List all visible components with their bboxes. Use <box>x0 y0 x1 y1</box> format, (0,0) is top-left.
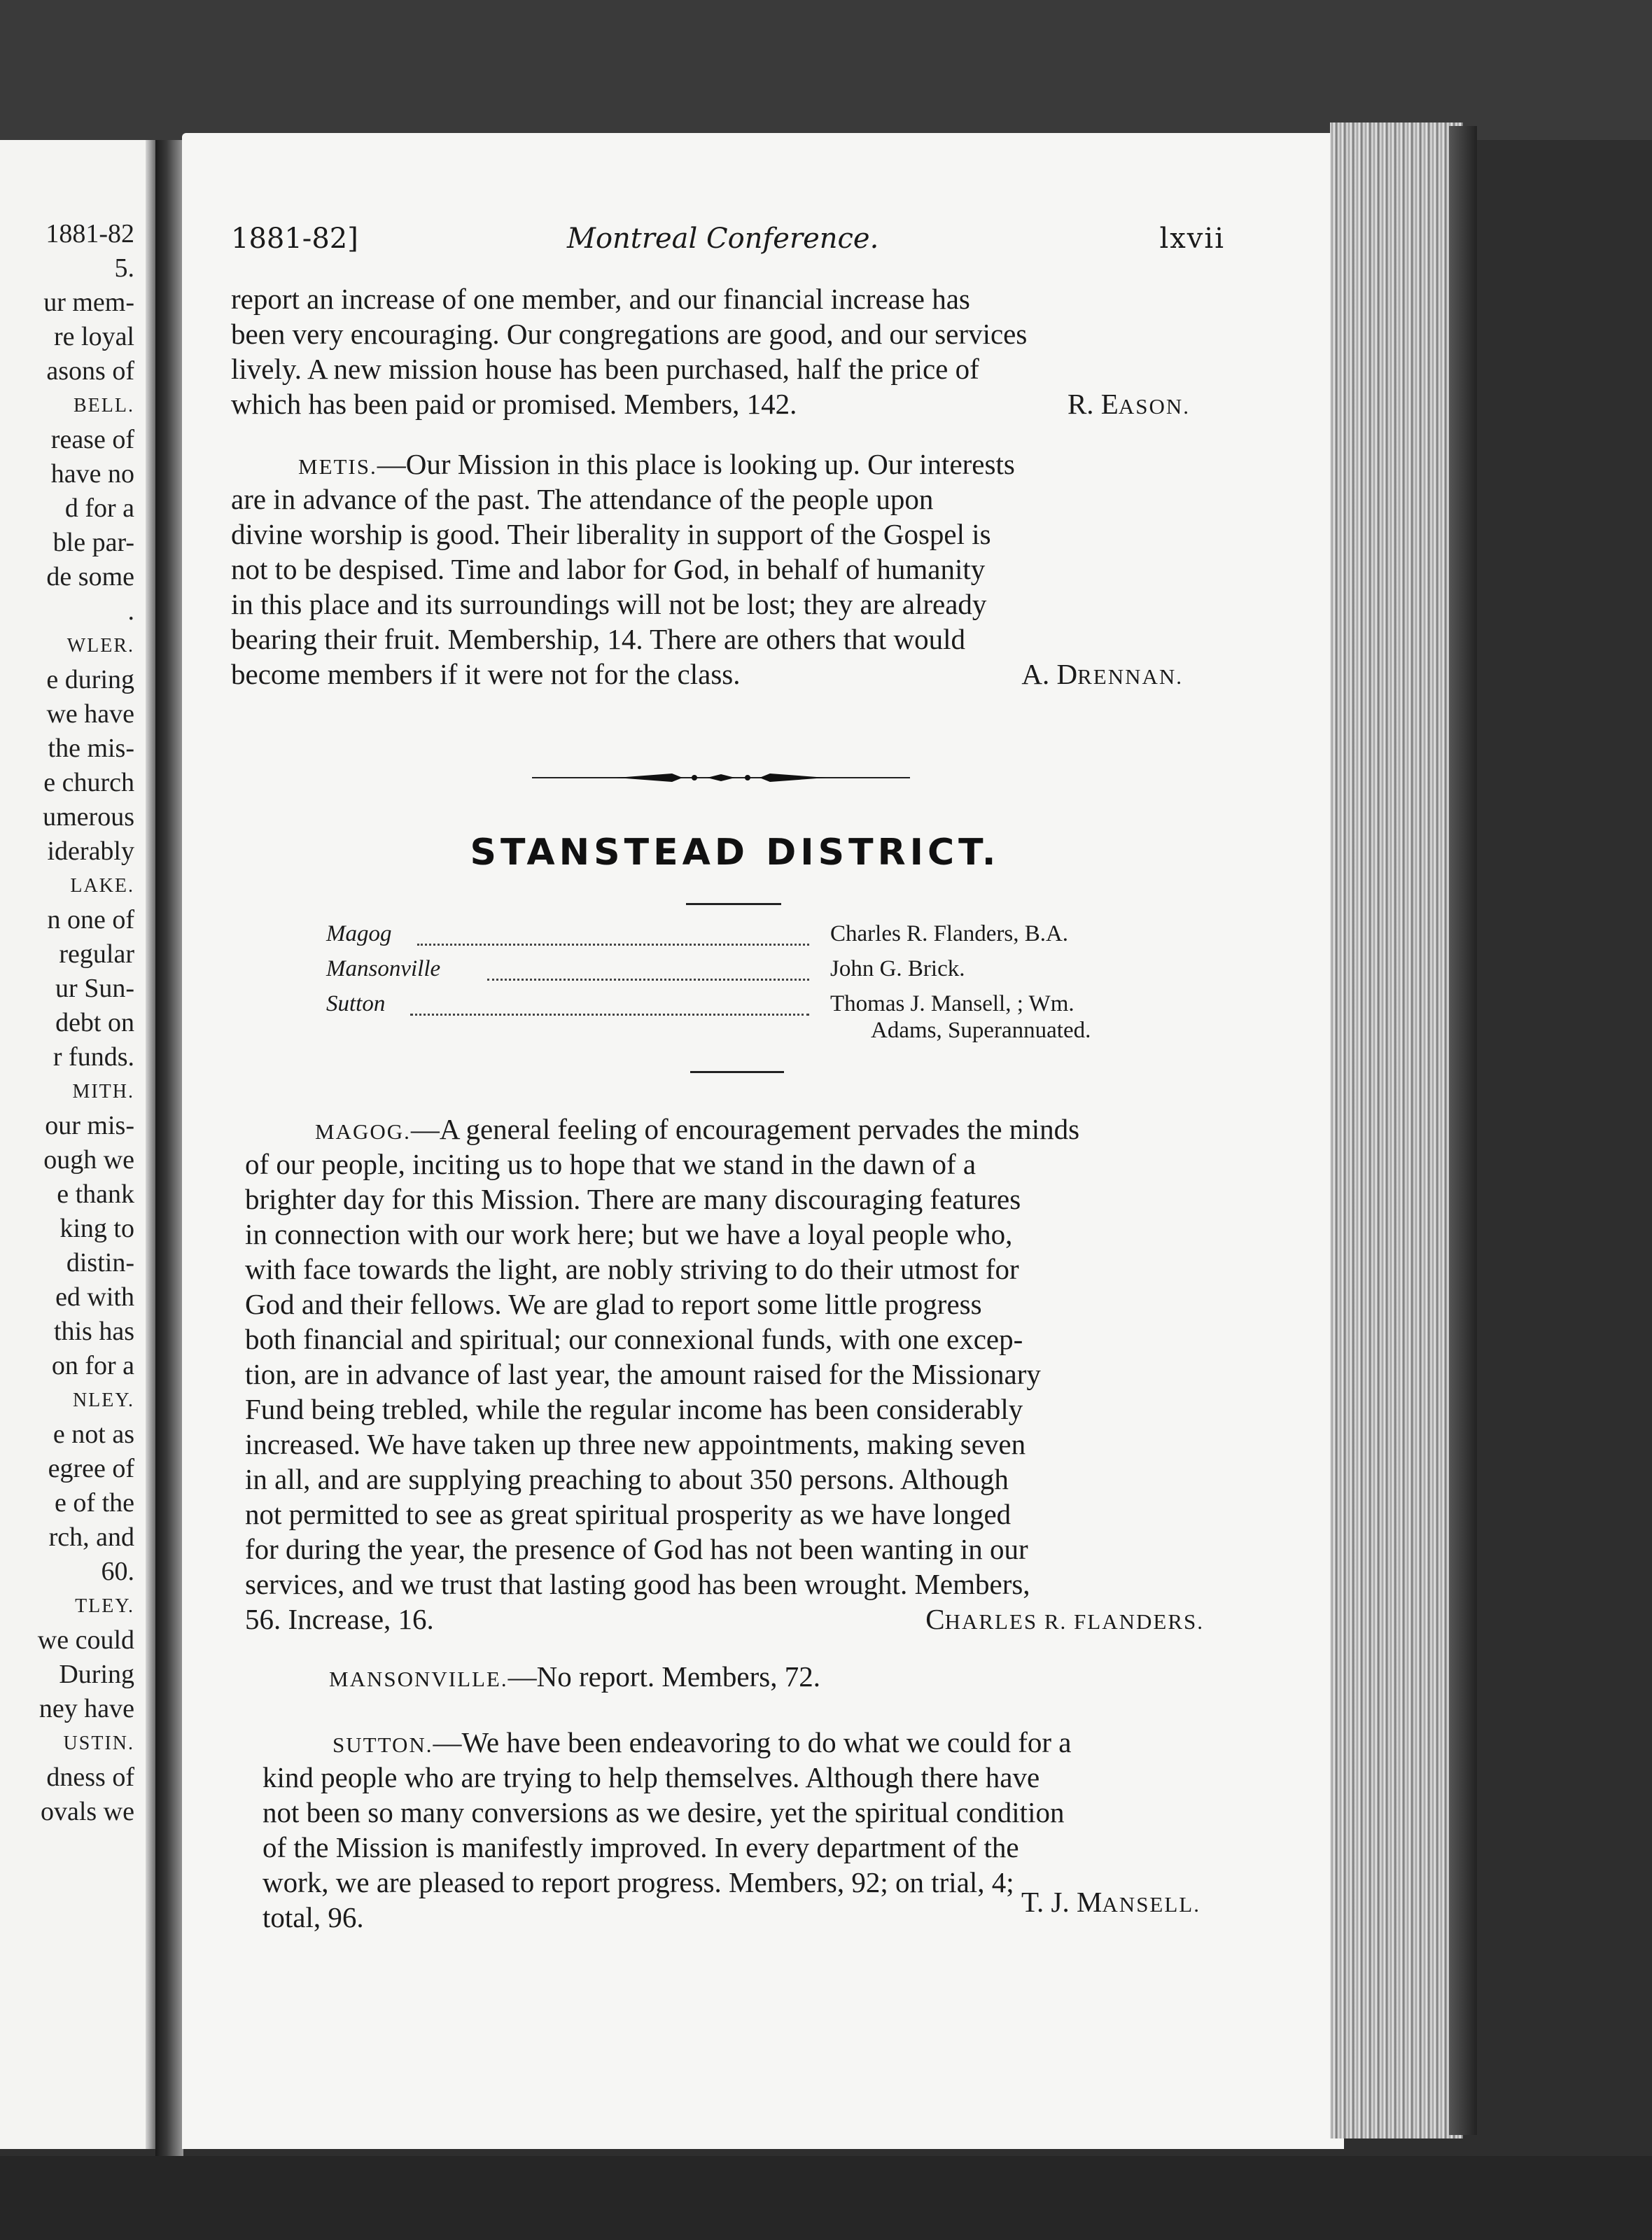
text-line: report an increase of one member, and our financial increase has <box>231 283 970 315</box>
facing-page-line: rease of <box>50 425 134 454</box>
text-line-body: —A general feeling of encouragement pervades the minds <box>410 1113 1080 1145</box>
text-line-body: —Our Mission in this place is looking up. Our interests <box>377 448 1015 480</box>
section-lead-mansonville: MANSONVILLE. <box>329 1667 508 1691</box>
signature-rest: HARLES R. FLANDERS. <box>944 1609 1204 1634</box>
signature-initial: A. D <box>1021 658 1078 690</box>
signature-mansell <box>1021 1884 1200 1922</box>
district-title: STANSTEAD DISTRICT. <box>470 832 1000 874</box>
facing-page-line: we have <box>46 699 134 729</box>
signature-initial: C <box>925 1603 945 1635</box>
appointment-row-continued <box>326 1018 1166 1046</box>
text-line: work, we are pleased to report progress. Members, 92; on trial, 4; <box>262 1866 1014 1898</box>
facing-page-line: have no <box>50 459 134 489</box>
text-line: not permitted to see as great spiritual prosperity as we have longed <box>245 1498 1011 1530</box>
text-line: not been so many conversions as we desire, yet the spiritual condition <box>262 1796 1065 1828</box>
facing-page-line: USTIN. <box>63 1732 134 1754</box>
facing-page-line: iderably <box>47 836 134 866</box>
facing-page-gutter <box>146 140 155 2149</box>
facing-page-line: the mis- <box>48 734 134 763</box>
facing-page-line: r funds. <box>52 1042 134 1072</box>
text-line-body: which has been paid or promised. Members, 142. <box>231 388 797 420</box>
ornament-divider <box>532 767 910 788</box>
text-line: not to be despised. Time and labor for God, in behalf of humanity <box>231 553 986 585</box>
text-line: with face towards the light, are nobly striving to do their utmost for <box>245 1253 1019 1285</box>
background-bottom <box>0 2156 1652 2240</box>
text-line: tion, are in advance of last year, the amount raised for the Missionary <box>245 1358 1041 1390</box>
leader-dots <box>417 925 809 946</box>
facing-page-line: de some <box>46 562 134 592</box>
facing-page-line: MITH. <box>72 1081 134 1102</box>
leader-dots <box>410 995 809 1016</box>
appointment-place: Mansonville <box>326 956 441 981</box>
section-lead-sutton: SUTTON. <box>332 1732 433 1757</box>
text-line: both financial and spiritual; our connexional funds, with one excep- <box>245 1323 1023 1355</box>
facing-page-line: 60. <box>101 1557 134 1586</box>
text-line: are in advance of the past. The attendance of the people upon <box>231 483 934 515</box>
text-line: Fund being trebled, while the regular income has been considerably <box>245 1393 1023 1425</box>
text-line <box>262 1725 1242 1760</box>
running-head <box>231 223 1225 265</box>
facing-page-line: e thank <box>57 1180 134 1209</box>
text-line <box>245 1602 1225 1637</box>
appointment-place: Magog <box>326 921 392 946</box>
facing-page-line: d for a <box>64 493 134 523</box>
appointments-list <box>326 921 1166 1046</box>
facing-page-line: this has <box>53 1317 134 1346</box>
facing-page-line: egree of <box>48 1454 134 1483</box>
facing-page-line: ovals we <box>40 1797 134 1826</box>
text-line: bearing their fruit. Membership, 14. There are others that would <box>231 623 965 655</box>
facing-page-line: on for a <box>51 1351 134 1380</box>
signature-initial: R. E <box>1067 388 1119 420</box>
text-line: been very encouraging. Our congregations are good, and our services <box>231 318 1028 350</box>
text-line <box>262 1886 1242 1935</box>
page-edges-shadow <box>1449 126 1477 2135</box>
signature-rest: ASON. <box>1118 394 1190 419</box>
appointment-pastor: Charles R. Flanders, B.A. <box>830 921 1069 946</box>
leader-dots <box>487 960 809 981</box>
facing-page-line: During <box>59 1660 134 1689</box>
paragraph-magog <box>245 1112 1225 1637</box>
text-line: God and their fellows. We are glad to report some little progress <box>245 1288 982 1320</box>
section-lead-magog: MAGOG. <box>315 1119 411 1144</box>
signature-rest: ANSELL. <box>1102 1892 1200 1917</box>
facing-page-line: umerous <box>43 802 134 832</box>
facing-page-line: n one of <box>47 905 134 934</box>
signature-eason <box>1068 386 1190 424</box>
text-line: for during the year, the presence of God has not been wanting in our <box>245 1533 1028 1565</box>
section-lead-metis: METIS. <box>298 454 377 479</box>
paragraph-sutton <box>262 1725 1242 1935</box>
page-edges <box>1330 122 1463 2138</box>
paragraph-mansonville <box>259 1659 1239 1694</box>
text-line-body: 56. Increase, 16. <box>245 1603 434 1635</box>
facing-page-line: . <box>127 596 134 626</box>
facing-page-line: rch, and <box>48 1522 134 1552</box>
text-line: brighter day for this Mission. There are many discouraging features <box>245 1183 1021 1215</box>
facing-page-line: we could <box>37 1625 134 1655</box>
facing-page-line: TLEY. <box>75 1595 134 1617</box>
facing-page-line: ur Sun- <box>55 974 134 1003</box>
paragraph-continuation <box>231 281 1211 421</box>
facing-page-line: ed with <box>55 1282 134 1312</box>
running-head-years: 1881-82] <box>231 223 358 255</box>
signature-rest: RENNAN. <box>1077 664 1183 689</box>
text-line: of the Mission is manifestly improved. In every department of the <box>262 1831 1019 1863</box>
facing-page-line: ough we <box>43 1145 134 1175</box>
text-line-body: —No report. Members, 72. <box>507 1660 820 1693</box>
facing-page-line: ur mem- <box>43 288 134 317</box>
facing-page-line: e not as <box>52 1420 134 1449</box>
short-rule <box>686 903 781 905</box>
facing-page-line: 5. <box>114 253 134 283</box>
short-rule <box>690 1071 784 1073</box>
text-line: increased. We have taken up three new appointments, making seven <box>245 1428 1026 1460</box>
facing-page-line: our mis- <box>45 1111 134 1140</box>
text-line <box>245 1112 1225 1147</box>
facing-page-line: e of the <box>55 1488 134 1518</box>
text-line-body: —We have been endeavoring to do what we could for a <box>433 1726 1072 1758</box>
facing-page-line: LAKE. <box>70 875 134 897</box>
facing-page-line: asons of <box>46 356 134 386</box>
text-line <box>231 447 1211 482</box>
appointment-row <box>326 921 1166 956</box>
facing-page-line: king to <box>59 1214 134 1243</box>
appointment-pastor: Thomas J. Mansell, ; Wm. <box>830 991 1074 1016</box>
facing-page-line: distin- <box>66 1248 134 1278</box>
text-line <box>231 386 1211 421</box>
appointment-pastor: John G. Brick. <box>830 956 965 981</box>
running-head-title: Montreal Conference. <box>567 223 879 255</box>
signature-initial: T. J. M <box>1021 1886 1102 1918</box>
text-line: kind people who are trying to help themselves. Although there have <box>262 1761 1040 1793</box>
text-line-body: total, 96. <box>262 1901 364 1933</box>
signature-drennan <box>1021 657 1183 694</box>
facing-page-line: NLEY. <box>72 1390 134 1411</box>
text-line: in all, and are supplying preaching to about 350 persons. Although <box>245 1463 1009 1495</box>
text-line: services, and we trust that lasting good has been wrought. Members, <box>245 1568 1030 1600</box>
text-line <box>231 657 1211 692</box>
appointment-row <box>326 956 1166 991</box>
text-line: of our people, inciting us to hope that we stand in the dawn of a <box>245 1148 976 1180</box>
background-top <box>0 0 1652 140</box>
page-number: lxvii <box>1159 223 1225 255</box>
facing-page-line: re loyal <box>53 322 134 351</box>
facing-page-line: WLER. <box>66 635 134 657</box>
facing-page-text <box>38 217 134 1829</box>
text-line <box>259 1659 1239 1694</box>
facing-page-fragment <box>0 140 155 2149</box>
facing-page-line: dness of <box>46 1763 134 1792</box>
facing-page-line: e during <box>46 665 134 694</box>
facing-page-line: 1881-82 <box>46 219 134 248</box>
facing-page-line: e church <box>43 768 134 797</box>
signature-flanders <box>925 1602 1204 1639</box>
facing-page-line: debt on <box>55 1008 134 1037</box>
facing-page-line: BELL. <box>74 395 134 416</box>
text-line: in this place and its surroundings will not be lost; they are already <box>231 588 987 620</box>
book-binding <box>155 140 183 2156</box>
text-line: divine worship is good. Their liberality in support of the Gospel is <box>231 518 991 550</box>
text-line: in connection with our work here; but we have a loyal people who, <box>245 1218 1013 1250</box>
paragraph-metis <box>231 447 1211 692</box>
text-line: lively. A new mission house has been purchased, half the price of <box>231 353 979 385</box>
facing-page-line: ney have <box>38 1694 134 1723</box>
facing-page-line: ble par- <box>52 528 134 557</box>
text-line-body: become members if it were not for the class. <box>231 658 741 690</box>
appointment-note: Adams, Superannuated. <box>871 1018 1091 1043</box>
facing-page-line: regular <box>59 939 134 969</box>
appointment-place: Sutton <box>326 991 386 1016</box>
